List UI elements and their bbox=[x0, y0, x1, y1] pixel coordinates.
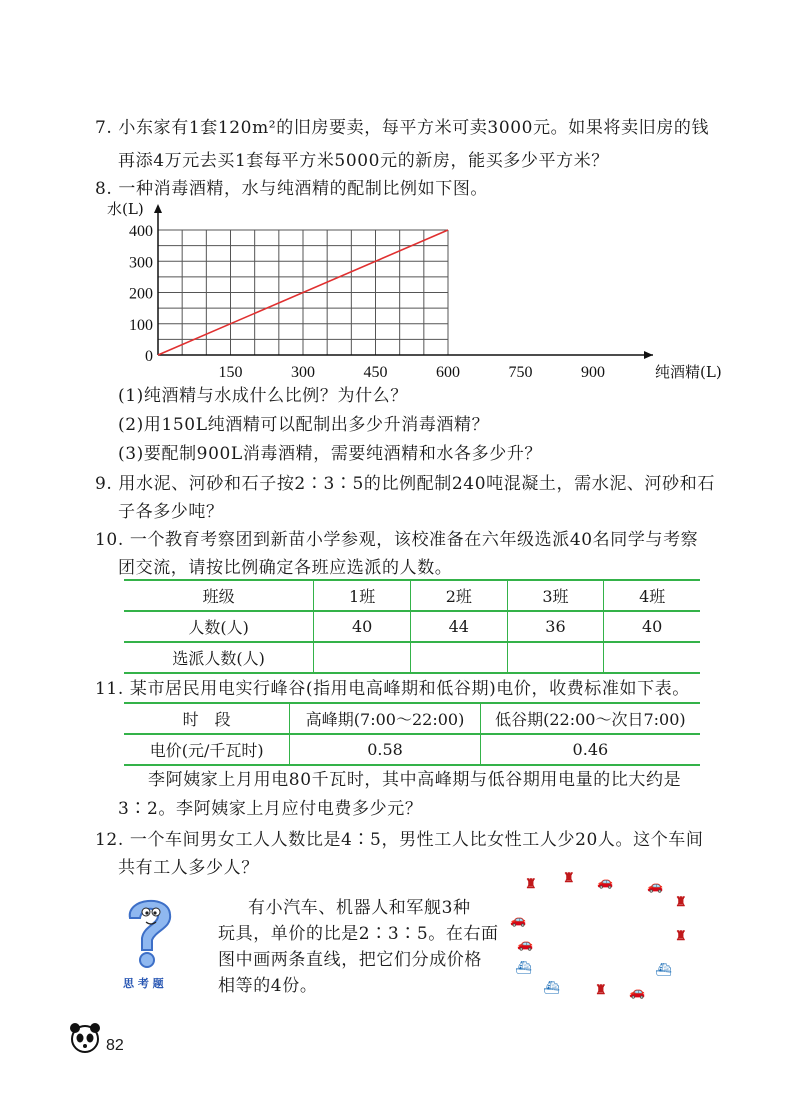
y-tick-label: 100 bbox=[129, 316, 153, 334]
answer-blank-cell[interactable] bbox=[314, 642, 411, 673]
q11-para1: 李阿姨家上月用电80千瓦时，其中高峰期与低谷期用电量的比大约是 bbox=[148, 770, 682, 790]
table-header-cell: 4班 bbox=[604, 580, 700, 611]
answer-blank-cell[interactable] bbox=[604, 642, 700, 673]
q8-sub2: (2)用150L纯酒精可以配制出多少升消毒酒精？ bbox=[118, 415, 490, 435]
think-line4: 相等的4份。 bbox=[218, 976, 318, 996]
table-header-cell: 1班 bbox=[314, 580, 411, 611]
table-cell: 电价(元/千瓦时) bbox=[124, 734, 290, 765]
ratio-line-chart bbox=[95, 198, 722, 383]
table-row bbox=[124, 734, 700, 765]
table-cell: 人数(人) bbox=[124, 611, 314, 642]
robot-icon: ♜ bbox=[563, 871, 575, 886]
toy-ring[interactable] bbox=[505, 865, 710, 1010]
table-row bbox=[124, 580, 700, 611]
table-row bbox=[124, 703, 700, 734]
q11-line1: 11. 某市居民用电实行峰谷(指用电高峰期和低谷期)电价，收费标准如下表。 bbox=[95, 679, 690, 699]
q10-line2: 团交流，请按比例确定各班应选派的人数。 bbox=[118, 558, 453, 578]
car-icon: 🚗 bbox=[510, 913, 527, 928]
answer-blank-cell[interactable] bbox=[410, 642, 507, 673]
q8-intro: 8. 一种消毒酒精，水与纯酒精的配制比例如下图。 bbox=[95, 179, 489, 199]
table-header-cell: 3班 bbox=[507, 580, 604, 611]
car-icon: 🚗 bbox=[629, 985, 646, 1000]
y-tick-label: 300 bbox=[129, 254, 153, 272]
q7-line1: 7. 小东家有1套120m²的旧房要卖，每平方米可卖3000元。如果将卖旧房的钱 bbox=[95, 118, 710, 138]
table-header-cell: 2班 bbox=[410, 580, 507, 611]
x-tick-label: 300 bbox=[291, 364, 315, 381]
table-header-cell: 班级 bbox=[124, 580, 314, 611]
q8-sub3: (3)要配制900L消毒酒精，需要纯酒精和水各多少升？ bbox=[118, 444, 543, 464]
q12-line2: 共有工人多少人？ bbox=[118, 858, 259, 878]
y-tick-label: 0 bbox=[145, 348, 153, 365]
y-tick-label: 400 bbox=[129, 223, 153, 240]
q8-sub1: (1)纯酒精与水成什么比例？为什么？ bbox=[118, 386, 408, 406]
class-selection-table bbox=[124, 579, 700, 674]
q9-line1: 9. 用水泥、河砂和石子按2∶3∶5的比例配制240吨混凝土，需水泥、河砂和石 bbox=[95, 474, 715, 494]
y-axis-label: 水(L) bbox=[107, 200, 144, 218]
table-cell: 0.58 bbox=[290, 734, 480, 765]
x-axis-arrow bbox=[644, 351, 653, 359]
x-tick-label: 750 bbox=[508, 364, 533, 381]
think-line1: 有小汽车、机器人和军舰3种 bbox=[248, 898, 471, 918]
table-cell: 40 bbox=[604, 611, 700, 642]
electricity-price-table bbox=[124, 702, 700, 766]
page-number: 82 bbox=[106, 1037, 124, 1054]
x-axis-label: 纯酒精(L) bbox=[655, 363, 722, 381]
robot-icon: ♜ bbox=[675, 895, 687, 910]
panda-icon bbox=[66, 1019, 104, 1057]
x-tick-label: 450 bbox=[363, 364, 388, 381]
answer-blank-cell[interactable] bbox=[507, 642, 604, 673]
ship-icon: ⛴ bbox=[655, 963, 672, 978]
table-cell: 选派人数(人) bbox=[124, 642, 314, 673]
q7-line2: 再添4万元去买1套每平方米5000元的新房，能买多少平方米？ bbox=[118, 151, 609, 171]
y-tick-label: 200 bbox=[129, 285, 153, 303]
think-line3: 图中画两条直线，把它们分成价格 bbox=[218, 950, 482, 970]
x-tick-label: 600 bbox=[436, 364, 460, 381]
table-row bbox=[124, 642, 700, 673]
q11-para2: 3∶2。李阿姨家上月应付电费多少元？ bbox=[118, 799, 423, 819]
y-axis-arrow bbox=[154, 204, 162, 213]
think-label: 思 考 题 bbox=[123, 977, 164, 990]
table-header-cell: 高峰期(7:00～22:00) bbox=[290, 703, 480, 734]
table-cell: 44 bbox=[410, 611, 507, 642]
table-header-cell: 时 段 bbox=[124, 703, 290, 734]
table-cell: 40 bbox=[314, 611, 411, 642]
ship-icon: ⛴ bbox=[543, 981, 560, 996]
robot-icon: ♜ bbox=[525, 877, 537, 892]
table-header-cell: 低谷期(22:00～次日7:00) bbox=[480, 703, 700, 734]
x-tick-label: 150 bbox=[218, 364, 243, 381]
car-icon: 🚗 bbox=[647, 879, 664, 894]
think-line2: 玩具，单价的比是2∶3∶5。在右面 bbox=[218, 924, 499, 944]
chart-canvas bbox=[95, 198, 722, 383]
car-icon: 🚗 bbox=[597, 875, 614, 890]
table-cell: 0.46 bbox=[480, 734, 700, 765]
table-cell: 36 bbox=[507, 611, 604, 642]
ship-icon: ⛴ bbox=[515, 961, 532, 976]
robot-icon: ♜ bbox=[595, 983, 607, 998]
q9-line2: 子各多少吨？ bbox=[118, 502, 224, 522]
q10-line1: 10. 一个教育考察团到新苗小学参观，该校准备在六年级选派40名同学与考察 bbox=[95, 530, 699, 550]
car-icon: 🚗 bbox=[517, 937, 534, 952]
robot-icon: ♜ bbox=[675, 929, 687, 944]
x-tick-label: 900 bbox=[581, 364, 605, 381]
q12-line1: 12. 一个车间男女工人人数比是4∶5，男性工人比女性工人少20人。这个车间 bbox=[95, 830, 704, 850]
table-row bbox=[124, 611, 700, 642]
question-mark-mascot-icon bbox=[112, 888, 184, 973]
